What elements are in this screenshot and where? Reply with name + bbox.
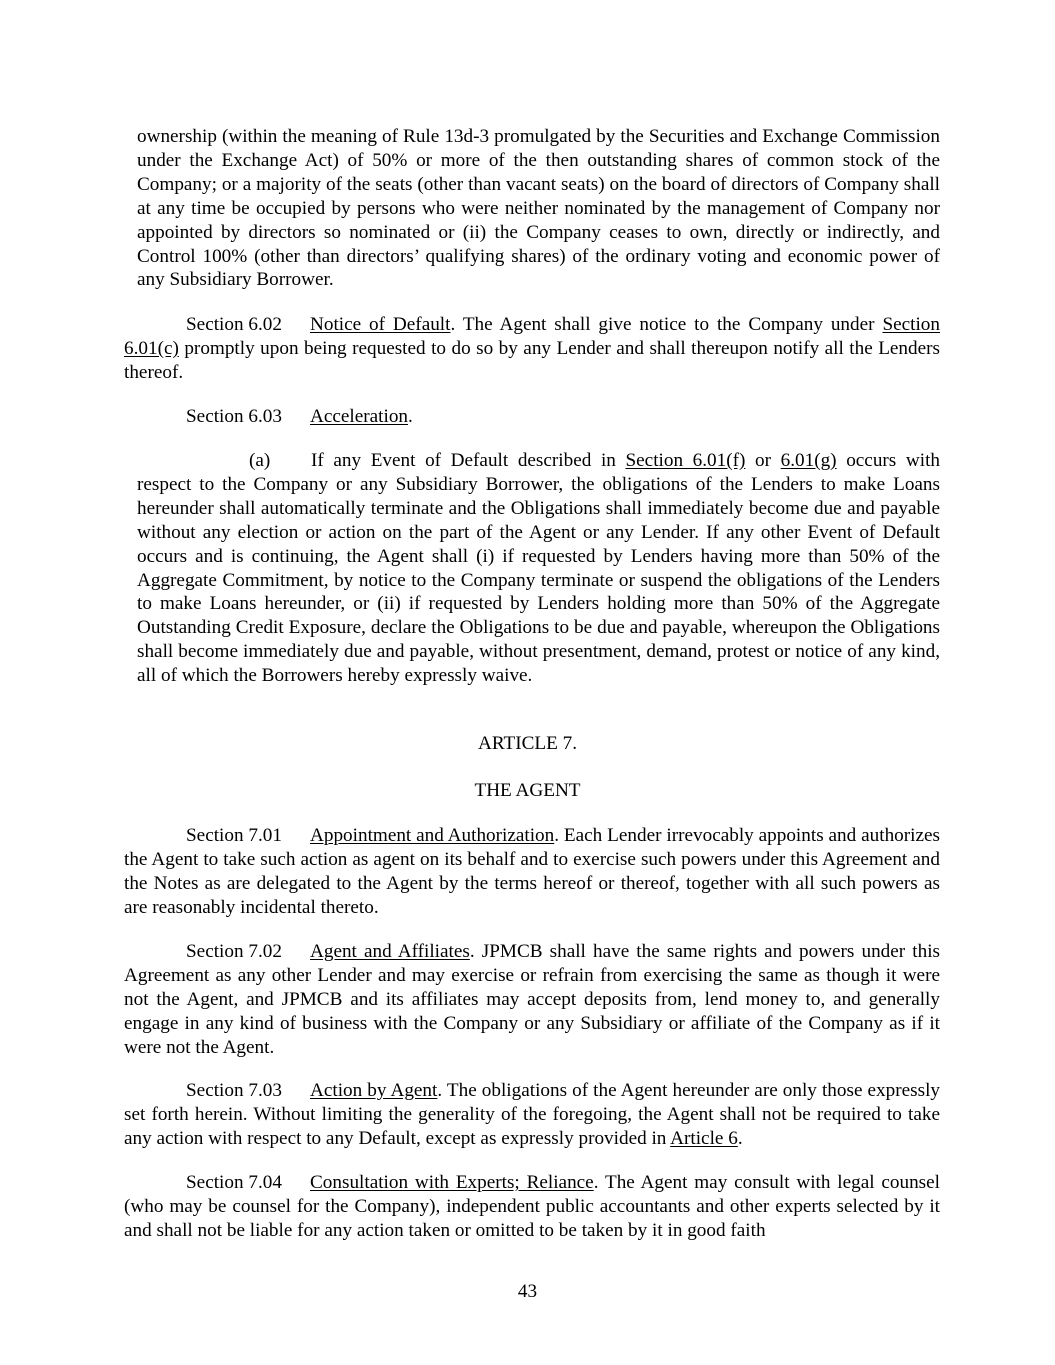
subsection-text: If any Event of Default described in — [311, 450, 626, 471]
section-text: . The obligations of the Agent hereunder are only those expressly set forth herein. Without limiting the generality of the foregoing, the Agent shall not be required to take any action with respect to any Default, except as expressly provided in — [124, 1080, 940, 1149]
section-number: Section 6.03 — [186, 406, 282, 427]
subsection-number: (a) — [249, 450, 271, 471]
section-heading: Acceleration — [310, 406, 409, 427]
section-text: promptly upon being requested to do so by any Lender and shall thereupon notify all the Lenders thereof. — [124, 337, 940, 383]
section-number: Section 7.02 — [186, 941, 282, 962]
cross-reference-link[interactable]: 6.01(g) — [780, 450, 837, 471]
section-7-03 — [124, 1079, 940, 1151]
section-heading: Action by Agent — [310, 1080, 438, 1101]
section-6-02 — [124, 313, 940, 385]
section-7-02 — [124, 940, 940, 1060]
page-number: 43 — [517, 1281, 538, 1302]
paragraph-ownership: ownership (within the meaning of Rule 13d-3 promulgated by the Securities and Exchange Commission under the Exchange Act) of 50% or more of the then outstanding shares of common stock of the Company; or a majority of the seats (other than vacant seats) on the board of directors of Company shall at any time be occupied by persons who were neither nominated by the management of Company nor appointed by directors so nominated or (ii) the Company ceases to own, directly or indirectly, and Control 100% (other than directors’ qualifying shares) of the ordinary voting and economic power of any Subsidiary Borrower. — [137, 126, 940, 291]
section-text: . The Agent may consult with legal counsel (who may be counsel for the Company), independent public accountants and other experts selected by it and shall not be liable for any action taken or omitted to be taken by it in good faith — [124, 1172, 940, 1241]
cross-reference-link[interactable]: Article 6 — [670, 1127, 738, 1149]
section-number: Section 6.02 — [186, 314, 282, 335]
article-number: ARTICLE 7. — [477, 733, 578, 754]
cross-reference-link[interactable]: Section 6.01(f) — [625, 450, 746, 471]
section-text: . Each Lender irrevocably appoints and authorizes the Agent to take such action as agent on its behalf and to exercise such powers under this Agreement and the Notes as are delegated to the Agent by the terms hereof or thereof, together with all such powers as are reasonably incidental thereto. — [124, 825, 940, 918]
article-title: THE AGENT — [474, 780, 581, 801]
section-number: Section 7.04 — [186, 1172, 282, 1193]
section-text: . JPMCB shall have the same rights and powers under this Agreement as any other Lender and may exercise or refrain from exercising the same as though it were not the Agent, and JPMCB and its affiliates may accept deposits from, lend money to, and generally engage in any kind of business with the Company or any Subsidiary or affiliate of the Company as if it were not the Agent. — [124, 941, 941, 1058]
cross-reference-link[interactable]: Section 6.01(c) — [124, 314, 940, 359]
section-number: Section 7.03 — [186, 1080, 282, 1101]
section-text: . — [737, 1127, 743, 1149]
section-number: Section 7.01 — [186, 825, 282, 846]
section-7-01 — [124, 824, 940, 920]
subsection-6-03-a — [137, 449, 940, 688]
section-text: . — [408, 406, 413, 427]
subsection-text: occurs with respect to the Company or any Subsidiary Borrower, the obligations of the Lenders to make Loans hereunder shall automatically terminate and the Obligations shall immediately become due and payable without any election or action on the part of the Agent or any Lender. If any other Event of Default occurs and is continuing, the Agent shall (i) if requested by Lenders having more than 50% of the Aggregate Commitment, by notice to the Company terminate or suspend the obligations of the Lenders to make Loans hereunder, or (ii) if requested by Lenders holding more than 50% of the Aggregate Outstanding Credit Exposure, declare the Obligations to be due and payable, whereupon the Obligations shall become immediately due and payable, without presentment, demand, protest or notice of any kind, all of which the Borrowers hereby expressly waive. — [137, 450, 940, 687]
subsection-text: or — [745, 450, 781, 471]
section-6-03 — [124, 405, 940, 429]
section-heading: Consultation with Experts; Reliance — [310, 1172, 594, 1193]
section-text: . The Agent shall give notice to the Company under — [450, 314, 883, 335]
section-heading: Appointment and Authorization — [310, 825, 555, 846]
section-heading: Agent and Affiliates — [310, 941, 470, 962]
section-heading: Notice of Default — [310, 314, 451, 335]
section-7-04 — [124, 1171, 940, 1243]
